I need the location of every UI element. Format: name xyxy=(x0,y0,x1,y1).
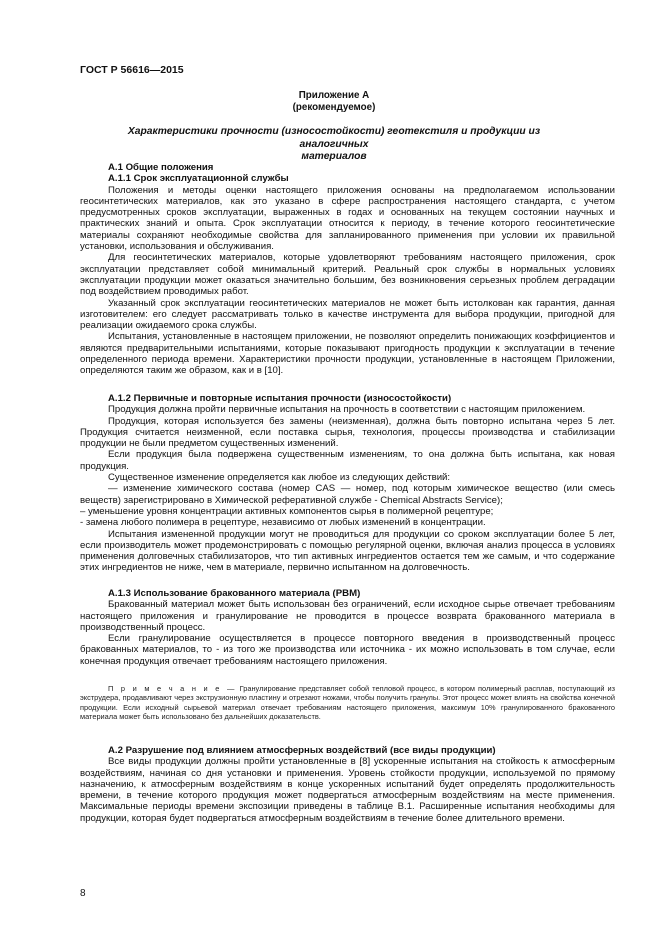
paragraph: Положения и методы оценки настоящего приложения основаны на предполагаемом использовании геосинтетических материалов, как это указано в сфере распространения настоящего стандарта, с учетом предусмотренных сроков эксплуатации, выраженных в годах и основанных на текущем состоянии научных и практических знаний и опыта. Срок эксплуатации относится к периоду, в течение которого геосинтетические материалы сохраняют необходимые свойства для запланированного применения при условии их правильной установки, использования и обслуживания. xyxy=(80,184,615,253)
document-code: ГОСТ Р 56616—2015 xyxy=(80,64,184,76)
list-item: – уменьшение уровня концентрации активных компонентов сырья в полимерной рецептуре; xyxy=(80,505,494,517)
list-item: - замена любого полимера в рецептуре, независимо от любых изменений в концентрации. xyxy=(80,517,486,529)
paragraph: Существенное изменение определяется как любое из следующих действий: xyxy=(108,472,451,484)
appendix-title-line2: материалов xyxy=(301,151,367,162)
page-number: 8 xyxy=(80,888,86,899)
subsection-heading: А.1.2 Первичные и повторные испытания прочности (износостойкости) xyxy=(108,393,452,404)
section-heading: А.2 Разрушение под влиянием атмосферных воздействий (все виды продукции) xyxy=(108,745,496,756)
paragraph: Для геосинтетических материалов, которые удовлетворяют требованиям настоящего приложения, срок эксплуатации представляет собой минимальный критерий. Реальный срок службы в нормальных условиях эксплуатации продукции может оказаться значительно большим, без возникновения серьезных проблем деградации под воздействием проводимых работ. xyxy=(80,252,615,298)
paragraph: Испытания измененной продукции могут не проводиться для продукции со сроком эксплуатации более 5 лет, если производитель может продемонстрировать с помощью регулярной оценки, включая анализ процесса в условиях применения долговечных стабилизаторов, что тип активных ингредиентов остается тем же самым, и что содержание этих ингредиентов не ниже, чем в материале, первично испытанном на долговечность. xyxy=(80,528,615,574)
paragraph: Бракованный материал может быть использован без ограничений, если исходное сырье отвечает требованиям настоящего приложения и гранулирование не проводится в процессе возврата бракованного материала в производственный процесс. xyxy=(80,599,615,633)
note-label: П р и м е ч а н и е — xyxy=(108,684,237,693)
section-heading: А.1 Общие положения xyxy=(108,162,214,173)
appendix-title xyxy=(110,126,558,164)
list-item: — изменение химического состава (номер CAS — номер, под которым химическое вещество (или смесь веществ) зарегистрировано в Химической реферативной службе - Chemical Abstracts Service); xyxy=(80,483,615,506)
subsection-heading: А.1.1 Срок эксплуатационной службы xyxy=(108,173,289,185)
paragraph: Все виды продукции должны пройти установленные в [8] ускоренные испытания на стойкость к атмосферным воздействиям, начиная со дня установки и применения. Уровень стойкости продукции, используемой по прямому назначению, к атмосферным воздействиям в конце ускоренных испытаний будет определять продолжительность времени, в течение которого продукция может подвергаться атмосферным воздействиям на месте применения. Максимальные периоды времени экспозиции приведены в таблице В.1. Расширенные испытания необходимы для продукции, которая будет подвергаться атмосферным воздействиям в течение более длительного времени. xyxy=(80,756,615,824)
paragraph: Испытания, установленные в настоящем приложении, не позволяют определить понижающих коэффициентов и являются предварительными испытаниями, которые показывают пригодность продукции к эксплуатации в течение определенного периода времени. Характеристики прочности продукции, установленные в настоящем Приложении, определяются таким же образом, как и в [10]. xyxy=(80,331,615,377)
note-text xyxy=(80,684,615,722)
section-a1 xyxy=(80,162,615,377)
note-body: Гранулирование представляет собой тепловой процесс, в котором полимерный расплав, поступающий из экструдера, продавливают через экструзионную пластину и отрезают ножами, чтобы получить гранулы. Этот процесс может влиять на свойства конечной продукции. Если исходный сырьевой материал отвечает требованиям настоящего приложения, максимум 10% гранулированного бракованного материала может быть использовано без дальнейших доказательств. xyxy=(80,684,615,722)
section-a12 xyxy=(80,393,615,574)
section-a13 xyxy=(80,588,615,667)
paragraph: Указанный срок эксплуатации геосинтетических материалов не может быть истолкован как гарантия, данная изготовителем: его следует рассматривать только в качестве инструмента для выбора продукции, пригодной для реализации ожидаемого срока службы. xyxy=(80,297,615,332)
appendix-status: (рекомендуемое) xyxy=(292,102,376,113)
subsection-heading: А.1.3 Использование бракованного материала (РВМ) xyxy=(108,588,361,599)
appendix-title-line1: Характеристики прочности (износостойкости) геотекстиля и продукции из аналогичных xyxy=(127,126,541,150)
paragraph: Если продукция была подвержена существенным изменениям, то она должна быть испытана, как новая продукция. xyxy=(80,449,615,472)
appendix-label: Приложение А xyxy=(298,90,370,101)
section-a2 xyxy=(80,745,615,824)
paragraph: Если гранулирование осуществляется в процессе повторного введения в производственный процесс бракованных материалов, то - из того же производства или источника - их можно использовать в том случае, если конечная продукция отвечает требованиям настоящего приложения. xyxy=(80,633,615,667)
note xyxy=(80,684,615,722)
paragraph: Продукция должна пройти первичные испытания на прочность в соответствии с настоящим приложением. xyxy=(108,404,586,416)
paragraph: Продукция, которая используется без замены (неизменная), должна быть повторно испытана через 5 лет. Продукция считается неизменной, если поставка сырья, технология, процессы производства и стабилизации продукции не были предметом существенных изменений. xyxy=(80,415,615,450)
